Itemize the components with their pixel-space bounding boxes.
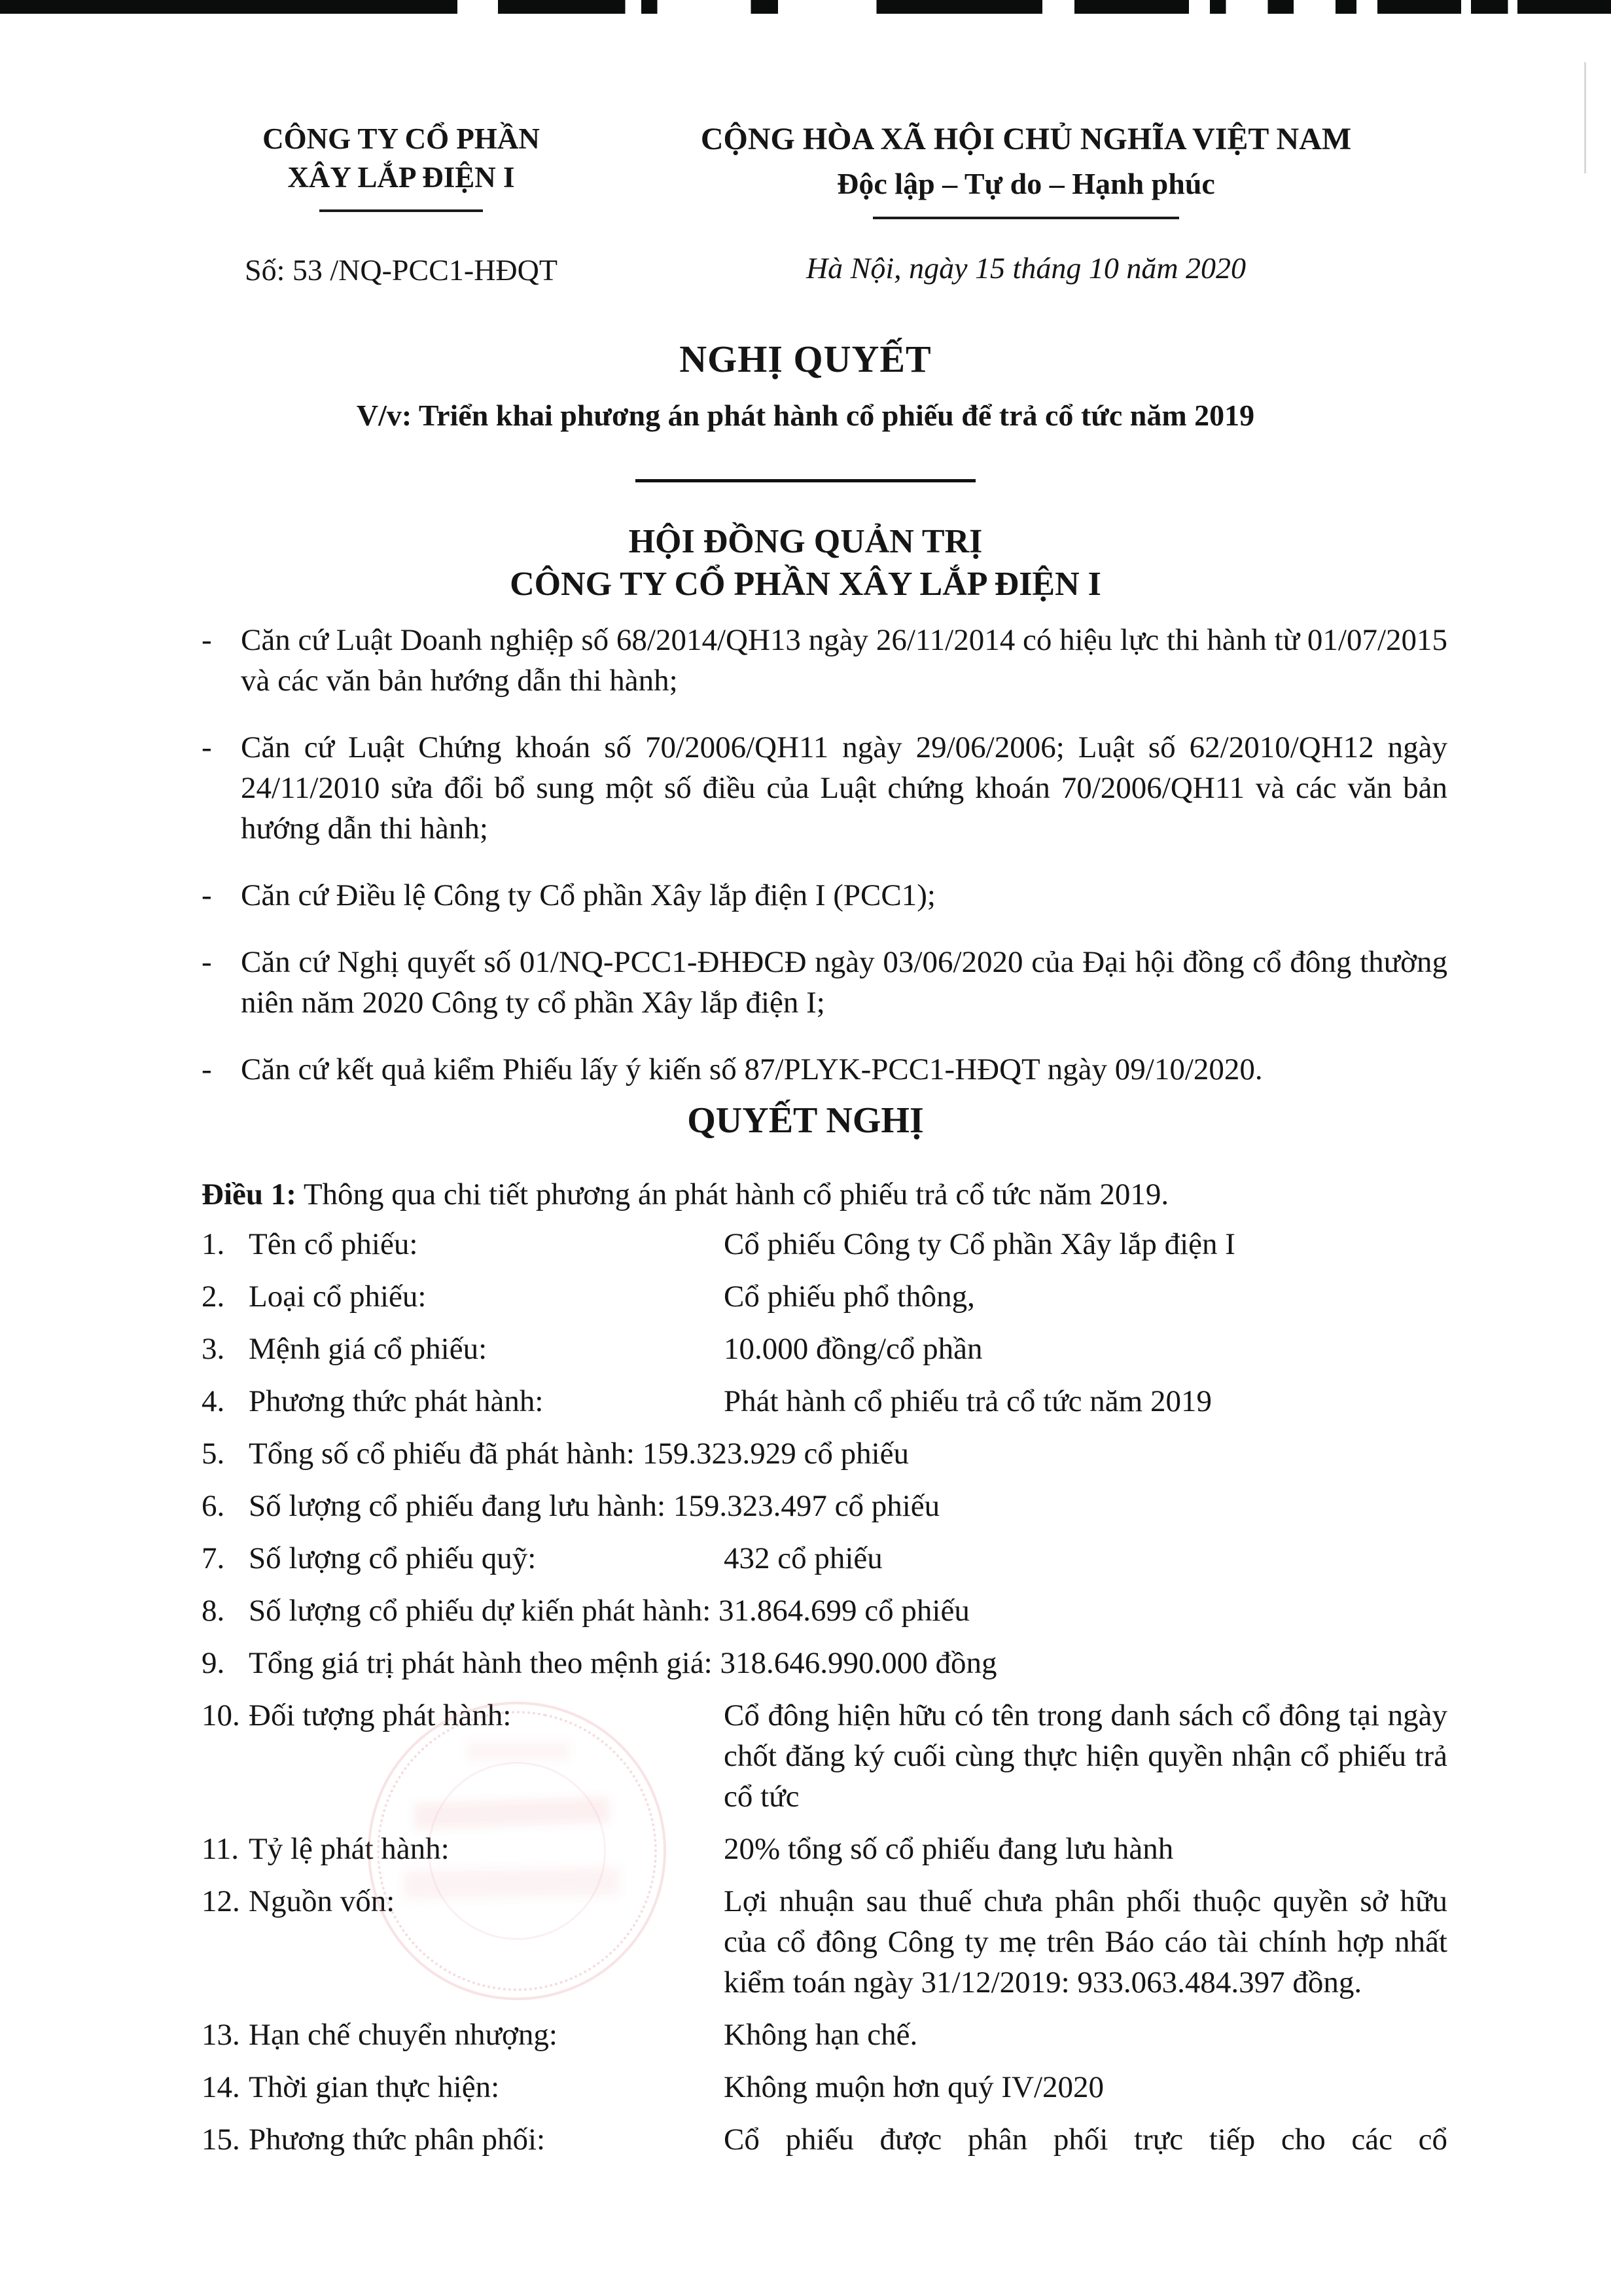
authority-line1: HỘI ĐỒNG QUẢN TRỊ [628,523,983,560]
item-value: 159.323.497 cổ phiếu [673,1489,940,1523]
item-number: 1. [202,1227,225,1261]
recitals-list [202,620,1447,1090]
item-text [249,1433,1447,1474]
item-label: Mệnh giá cổ phiếu: [249,1332,487,1366]
item-number: 8. [202,1594,225,1628]
item-row-1 [202,1224,1447,1265]
document-title: NGHỊ QUYẾT [679,338,932,380]
item-label: Đối tượng phát hành: [249,1698,512,1732]
article-1-heading: Điều 1: [202,1177,296,1211]
item-value: Cổ đông hiện hữu có tên trong danh sách cổ đông tại ngày chốt đăng ký cuối cùng thực hiện quyền nhận cổ phiếu trả cổ tức [724,1698,1447,1814]
resolve-heading: QUYẾT NGHỊ [687,1100,924,1141]
item-row-14 [202,2067,1447,2108]
item-number: 14. [202,2070,240,2104]
recital-item [202,875,1447,916]
item-row-13 [202,2015,1447,2055]
item-number: 12. [202,1884,240,1918]
item-number: 15. [202,2123,240,2157]
item-label: Tên cổ phiếu: [249,1227,418,1261]
item-label: Số lượng cổ phiếu quỹ: [249,1541,537,1575]
item-row-15 [202,2119,1447,2160]
recital-text: Căn cứ Nghị quyết số 01/NQ-PCC1-ĐHĐCĐ ngày 03/06/2020 của Đại hội đồng cổ đông thường niên năm 2020 Công ty cổ phần Xây lắp điện I; [241,945,1447,1020]
company-name-line2: XÂY LẮP ĐIỆN I [287,160,515,194]
item-number: 2. [202,1280,225,1314]
item-row-2 [202,1276,1447,1317]
article-1 [202,1174,1447,2160]
item-row-8 [202,1590,1447,1631]
item-row-7 [202,1538,1447,1579]
item-number: 9. [202,1646,225,1680]
motto-underline [873,217,1179,219]
issuing-authority [0,520,1611,605]
title-block [0,336,1611,482]
item-label: Hạn chế chuyển nhượng: [249,2018,558,2052]
item-row-5 [202,1433,1447,1474]
national-block [689,120,1363,291]
item-row-6 [202,1486,1447,1526]
recital-item [202,727,1447,849]
item-text [249,1486,1447,1526]
item-number: 11. [202,1832,239,1866]
item-number: 10. [202,1698,240,1732]
scan-artifact-top-bar [0,0,1611,14]
issuer-block [175,120,627,291]
item-value: 432 cổ phiếu [724,1541,883,1575]
dash-bullet: - [202,623,212,657]
item-number: 7. [202,1541,225,1575]
recital-item [202,620,1447,701]
item-label: Thời gian thực hiện: [249,2070,500,2104]
item-label: Tổng số cổ phiếu đã phát hành: [249,1437,635,1471]
company-name-line1: CÔNG TY CỔ PHẦN [262,122,540,155]
item-value: 20% tổng số cổ phiếu đang lưu hành [724,1832,1174,1866]
item-label: Nguồn vốn: [249,1884,395,1918]
document-subject: V/v: Triển khai phương án phát hành cổ phiếu để trả cổ tức năm 2019 [356,399,1255,432]
dash-bullet: - [202,878,212,912]
item-value: Cổ phiếu phổ thông, [724,1280,975,1314]
item-label: Số lượng cổ phiếu đang lưu hành: [249,1489,666,1523]
item-row-12 [202,1881,1447,2003]
article-1-items [202,1224,1447,2160]
item-value: 318.646.990.000 đồng [720,1646,997,1680]
item-label: Loại cổ phiếu: [249,1280,427,1314]
issuer-underline [319,209,483,212]
national-title: CỘNG HÒA XÃ HỘI CHỦ NGHĨA VIỆT NAM [700,122,1352,156]
item-label: Phương thức phân phối: [249,2123,546,2157]
national-motto: Độc lập – Tự do – Hạnh phúc [837,167,1215,200]
article-1-intro-text: Thông qua chi tiết phương án phát hành cổ phiếu trả cổ tức năm 2019. [303,1177,1169,1211]
dash-bullet: - [202,730,212,764]
item-text [249,1643,1447,1683]
item-label: Tỷ lệ phát hành: [249,1832,450,1866]
dash-bullet: - [202,1052,212,1086]
item-value: 31.864.699 cổ phiếu [718,1594,970,1628]
item-value: Không muộn hơn quý IV/2020 [724,2070,1105,2104]
item-row-9 [202,1643,1447,1683]
item-value: Phát hành cổ phiếu trả cổ tức năm 2019 [724,1384,1212,1418]
title-divider [635,479,976,482]
recital-text: Căn cứ Luật Chứng khoán số 70/2006/QH11 ngày 29/06/2006; Luật số 62/2010/QH12 ngày 24/11/2010 sửa đổi bổ sung một số điều của Luật chứng khoán 70/2006/QH11 và các văn bản hướng dẫn thi hành; [241,730,1447,846]
item-value: 10.000 đồng/cổ phần [724,1332,983,1366]
item-value: 159.323.929 cổ phiếu [642,1437,910,1471]
item-number: 6. [202,1489,225,1523]
recital-text: Căn cứ kết quả kiểm Phiếu lấy ý kiến số 87/PLYK-PCC1-HĐQT ngày 09/10/2020. [241,1052,1263,1086]
item-number: 4. [202,1384,225,1418]
item-row-3 [202,1329,1447,1369]
item-row-11 [202,1829,1447,1869]
item-value: Cổ phiếu được phân phối trực tiếp cho các cổ [724,2123,1447,2157]
item-label: Tổng giá trị phát hành theo mệnh giá: [249,1646,713,1680]
recital-item [202,942,1447,1023]
item-number: 3. [202,1332,225,1366]
item-value: Không hạn chế. [724,2018,918,2052]
authority-line2: CÔNG TY CỔ PHẦN XÂY LẮP ĐIỆN I [510,565,1101,603]
dash-bullet: - [202,945,212,979]
item-value: Cổ phiếu Công ty Cổ phần Xây lắp điện I [724,1227,1235,1261]
item-row-10 [202,1695,1447,1817]
item-row-4 [202,1381,1447,1422]
item-label: Phương thức phát hành: [249,1384,544,1418]
recital-text: Căn cứ Điều lệ Công ty Cổ phần Xây lắp điện I (PCC1); [241,878,936,912]
place-and-date: Hà Nội, ngày 15 tháng 10 năm 2020 [806,251,1247,285]
item-number: 5. [202,1437,225,1471]
item-value: Lợi nhuận sau thuế chưa phân phối thuộc quyền sở hữu của cổ đông Công ty mẹ trên Báo cáo tài chính hợp nhất kiểm toán ngày 31/12/2019: 933.063.484.397 đồng. [724,1884,1447,2000]
item-number: 13. [202,2018,240,2052]
document-header [0,0,1611,291]
article-1-intro [202,1174,1447,1215]
document-number: Số: 53 /NQ-PCC1-HĐQT [245,253,558,287]
recital-text: Căn cứ Luật Doanh nghiệp số 68/2014/QH13 ngày 26/11/2014 có hiệu lực thi hành từ 01/07/2015 và các văn bản hướng dẫn thi hành; [241,623,1447,698]
recital-item [202,1049,1447,1090]
item-text [249,1590,1447,1631]
scan-artifact-edge-line [1584,62,1586,173]
item-label: Số lượng cổ phiếu dự kiến phát hành: [249,1594,711,1628]
